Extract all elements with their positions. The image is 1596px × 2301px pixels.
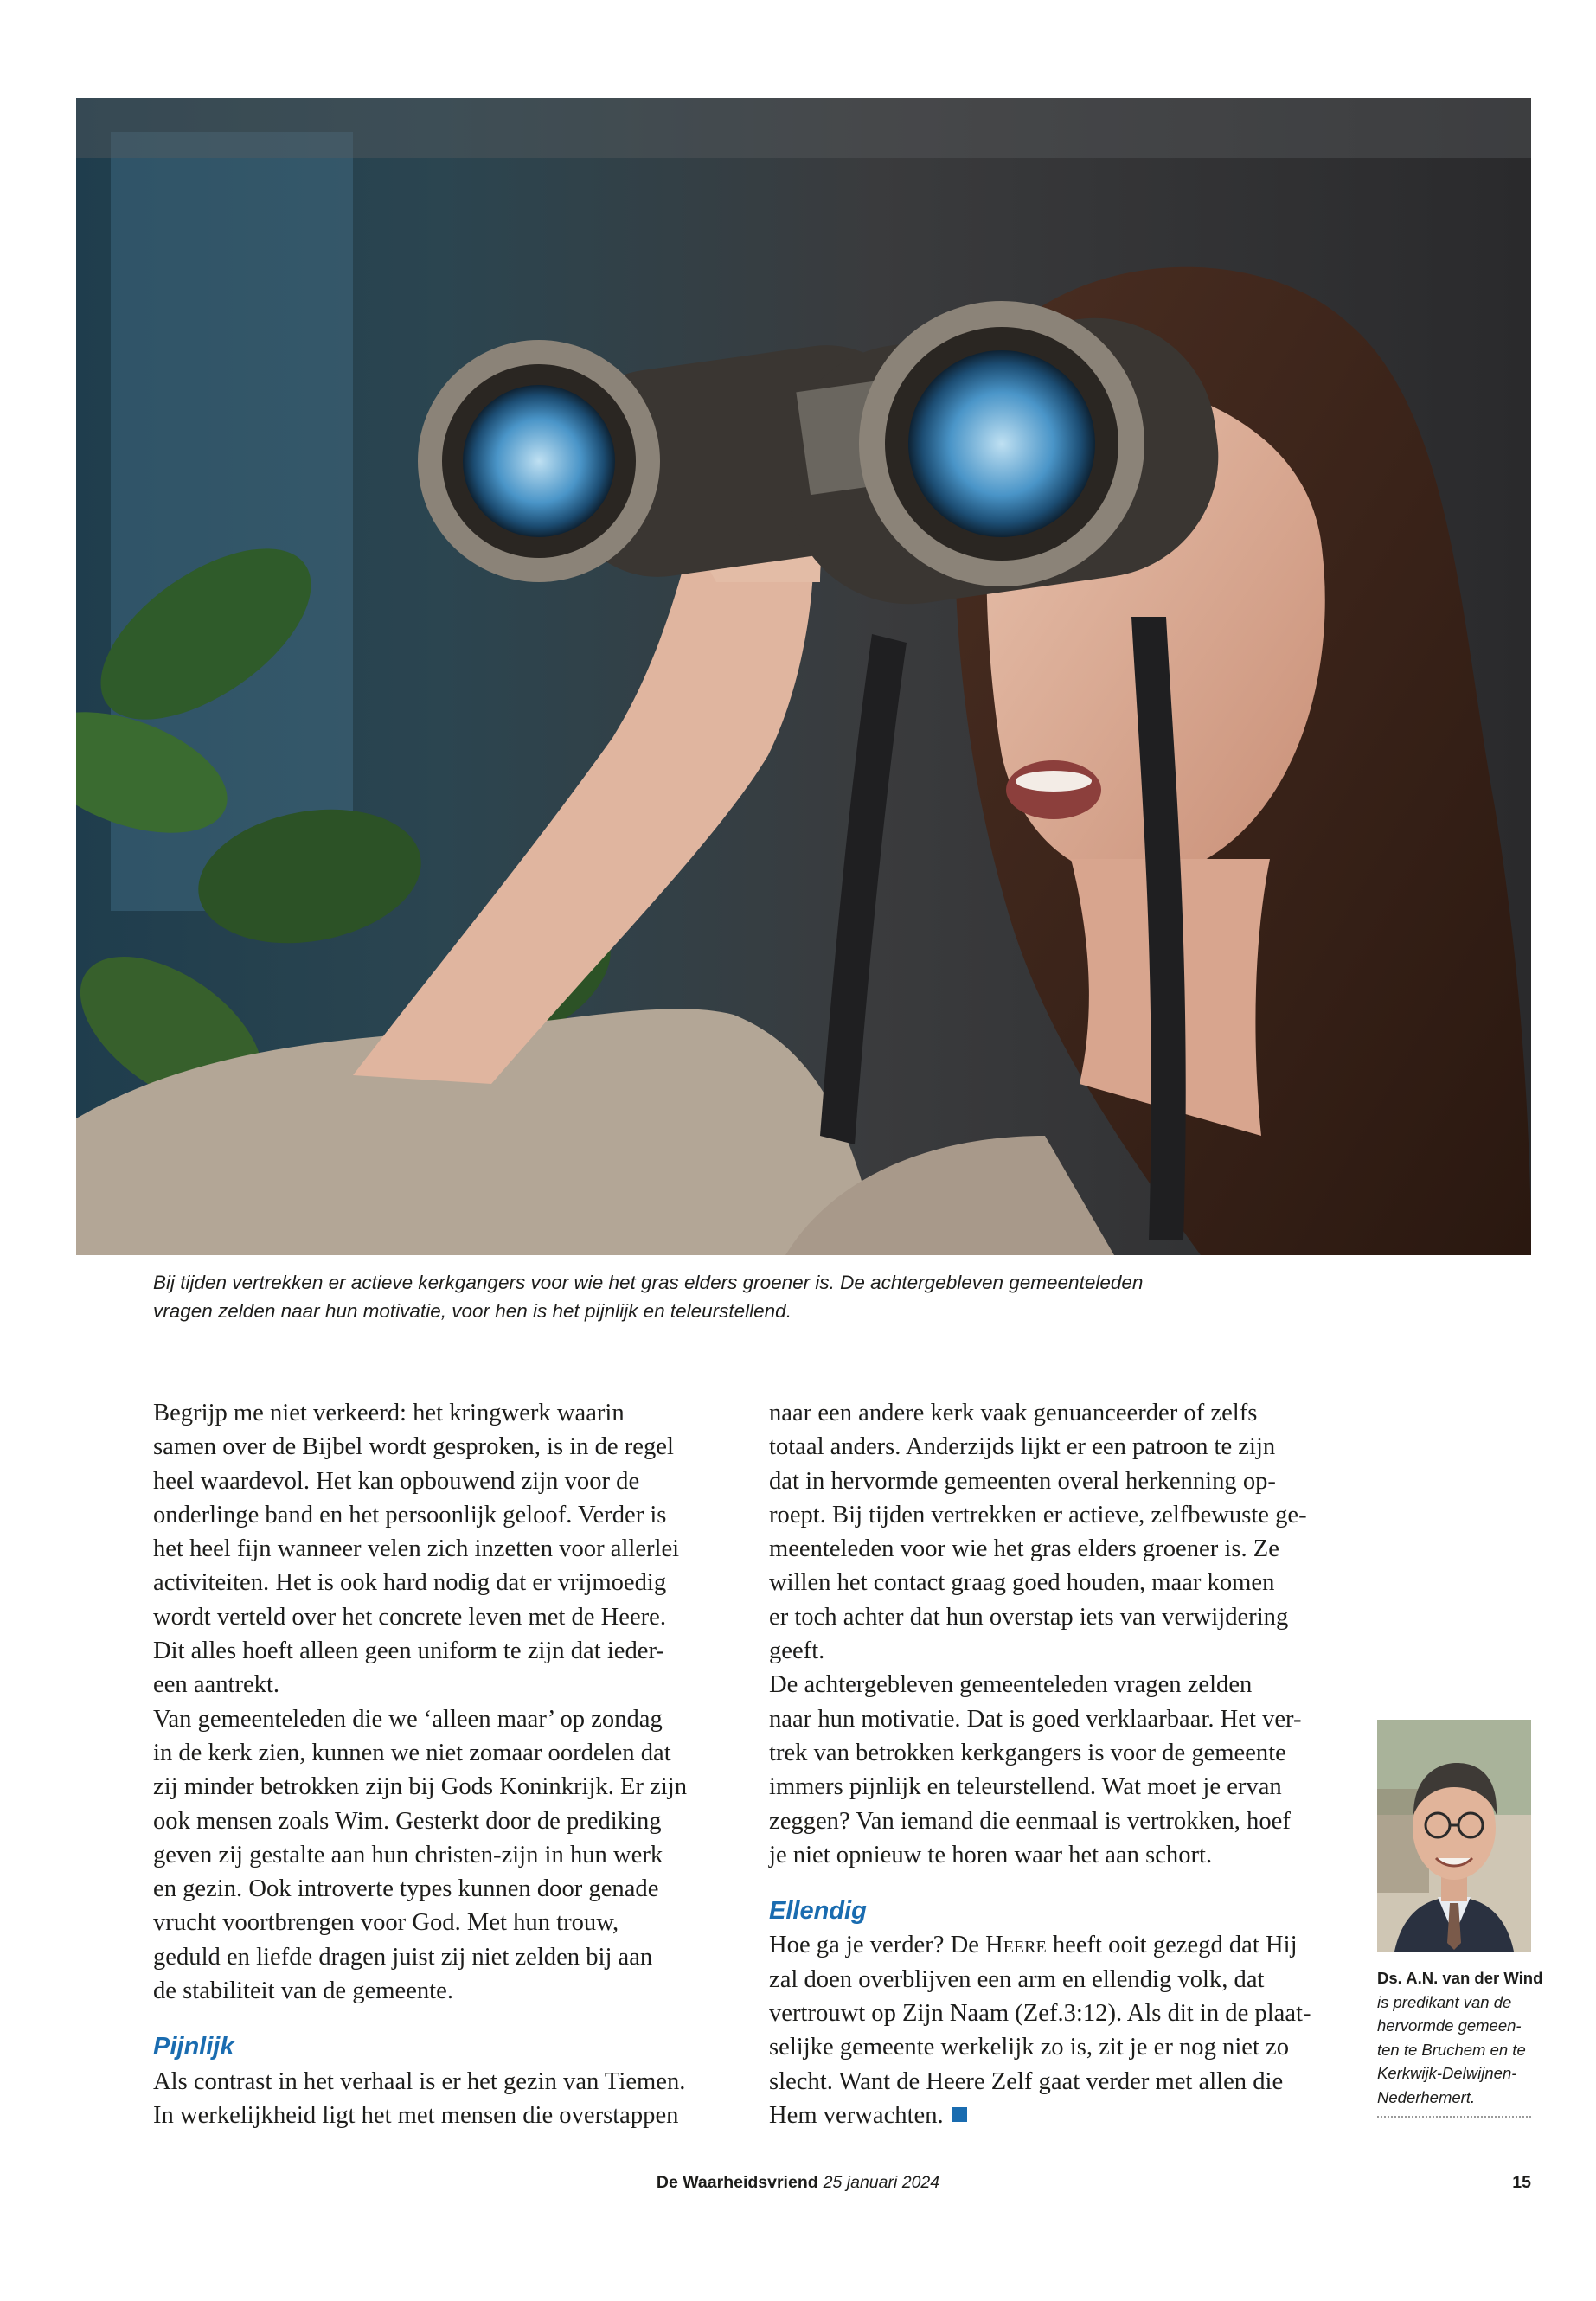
text-line: activiteiten. Het is ook hard nodig dat er vrijmoedig — [153, 1569, 667, 1597]
text-line: onderlinge band en het persoonlijk geloof. Verder is — [153, 1501, 667, 1529]
text-line: vertrouwt op Zijn Naam (Zef.3:12). Als dit in de plaat- — [769, 2000, 1311, 2028]
end-of-article-square-icon — [952, 2107, 967, 2122]
text-line: Dit alles hoeft alleen geen uniform te zijn dat ieder- — [153, 1638, 664, 1665]
text-line: willen het contact graag goed houden, maar komen — [769, 1569, 1275, 1597]
text-span: Hoe ga je verder? De — [769, 1932, 986, 1959]
text-line: In werkelijkheid ligt het met mensen die overstappen — [153, 2101, 679, 2129]
text-line: Als contrast in het verhaal is er het gezin van Tiemen. — [153, 2067, 686, 2095]
author-photo — [1377, 1720, 1531, 1952]
bio-line: Nederhemert. — [1377, 2087, 1476, 2106]
text-line: zeggen? Van iemand die eenmaal is vertrokken, hoef — [769, 1807, 1291, 1835]
text-line: geven zij gestalte aan hun christen-zijn in hun werk — [153, 1841, 663, 1868]
text-line — [769, 2099, 1347, 2132]
subheading-ellendig: Ellendig — [769, 1897, 867, 1926]
text-line: trek van betrokken kerkgangers is voor de gemeente — [769, 1739, 1286, 1766]
text-line: zij minder betrokken zijn bij Gods Koninkrijk. Er zijn — [153, 1773, 688, 1801]
text-line: slecht. Want de Heere Zelf gaat verder met allen die — [769, 2067, 1284, 2095]
issue-date: 25 januari 2024 — [823, 2173, 940, 2192]
author-name: Ds. A.N. van der Wind — [1377, 1969, 1543, 1987]
text-line: heel waardevol. Het kan opbouwend zijn voor de — [153, 1467, 640, 1495]
text-line: de stabiliteit van de gemeente. — [153, 1977, 453, 2005]
caption-line: vragen zelden naar hun motivatie, voor hen is het pijnlijk en teleurstellend. — [153, 1300, 792, 1322]
text-line: immers pijnlijk en teleurstellend. Wat moet je ervan — [769, 1773, 1282, 1801]
paragraph — [153, 1396, 731, 1702]
text-line: er toch achter dat hun overstap iets van verwijdering — [769, 1603, 1289, 1631]
text-line: naar een andere kerk vaak genuanceerder of zelfs — [769, 1400, 1258, 1426]
text-line: totaal anders. Anderzijds lijkt er een patroon te zijn — [769, 1433, 1276, 1461]
text-line: roept. Bij tijden vertrekken er actieve, zelfbewuste ge- — [769, 1501, 1307, 1529]
bio-line: hervormde gemeen- — [1377, 2016, 1522, 2035]
text-line: Begrijp me niet verkeerd: het kringwerk waarin — [153, 1400, 625, 1426]
text-line: De achtergebleven gemeenteleden vragen zelden — [769, 1671, 1253, 1699]
text-line: geeft. — [769, 1638, 825, 1665]
bio-line: ten te Bruchem en te — [1377, 2040, 1526, 2059]
text-line: je niet opnieuw te horen waar het aan schort. — [769, 1841, 1213, 1868]
text-line: samen over de Bijbel wordt gesproken, is in de regel — [153, 1433, 674, 1461]
text-line: geduld en liefde dragen juist zij niet zelden bij aan — [153, 1943, 653, 1971]
text-line: en gezin. Ook introverte types kunnen door genade — [153, 1875, 659, 1903]
text-line: een aantrekt. — [153, 1671, 280, 1699]
page-number: 15 — [1512, 2173, 1531, 2192]
author-portrait-illustration — [1377, 1720, 1531, 1952]
text-line: naar hun motivatie. Dat is goed verklaarbaar. Het ver- — [769, 1705, 1302, 1733]
author-bio — [1377, 1966, 1543, 2118]
heere-smallcaps: Heere — [985, 1932, 1047, 1959]
hero-photo — [76, 98, 1531, 1255]
paragraph — [153, 1702, 731, 2009]
text-line: in de kerk zien, kunnen we niet zomaar oordelen dat — [153, 1739, 671, 1766]
text-line: meenteleden voor wie het gras elders groener is. Ze — [769, 1535, 1279, 1563]
paragraph — [769, 1668, 1347, 1872]
binoculars-woman-illustration — [76, 98, 1531, 1255]
text-line: dat in hervormde gemeenten overal herkenning op- — [769, 1467, 1276, 1495]
text-line: vrucht voortbrengen voor God. Met hun trouw, — [153, 1909, 619, 1937]
subheading-pijnlijk: Pijnlijk — [153, 2033, 234, 2061]
photo-caption — [153, 1268, 1191, 1325]
text-line: zal doen overblijven een arm en ellendig volk, dat — [769, 1965, 1265, 1993]
text-line — [769, 1928, 1347, 1962]
text-line: wordt verteld over het concrete leven met de Heere. — [153, 1603, 667, 1631]
page-footer — [0, 2173, 1596, 2193]
bio-line: Kerkwijk-Delwijnen- — [1377, 2064, 1517, 2082]
bio-line: is predikant van de — [1377, 1992, 1512, 2011]
text-line: het heel fijn wanneer velen zich inzetten voor allerlei — [153, 1535, 680, 1563]
article-column-left — [153, 1396, 731, 2132]
article-column-right — [769, 1396, 1347, 2132]
paragraph — [153, 2065, 731, 2133]
text-line: selijke gemeente werkelijk zo is, zit je er nog niet zo — [769, 2034, 1290, 2061]
paragraph — [769, 1396, 1347, 1668]
caption-line: Bij tijden vertrekken er actieve kerkgangers voor wie het gras elders groener is. De achtergebleven gemeenteleden — [153, 1272, 1144, 1293]
paragraph — [769, 1928, 1347, 2132]
text-line: ook mensen zoals Wim. Gesterkt door de prediking — [153, 1807, 662, 1835]
text-line: Van gemeenteleden die we ‘alleen maar’ op zondag — [153, 1705, 663, 1733]
text-span: Hem verwachten. — [769, 2101, 944, 2129]
publication-name: De Waarheidsvriend — [656, 2173, 818, 2192]
text-span: heeft ooit gezegd dat Hij — [1046, 1932, 1298, 1959]
